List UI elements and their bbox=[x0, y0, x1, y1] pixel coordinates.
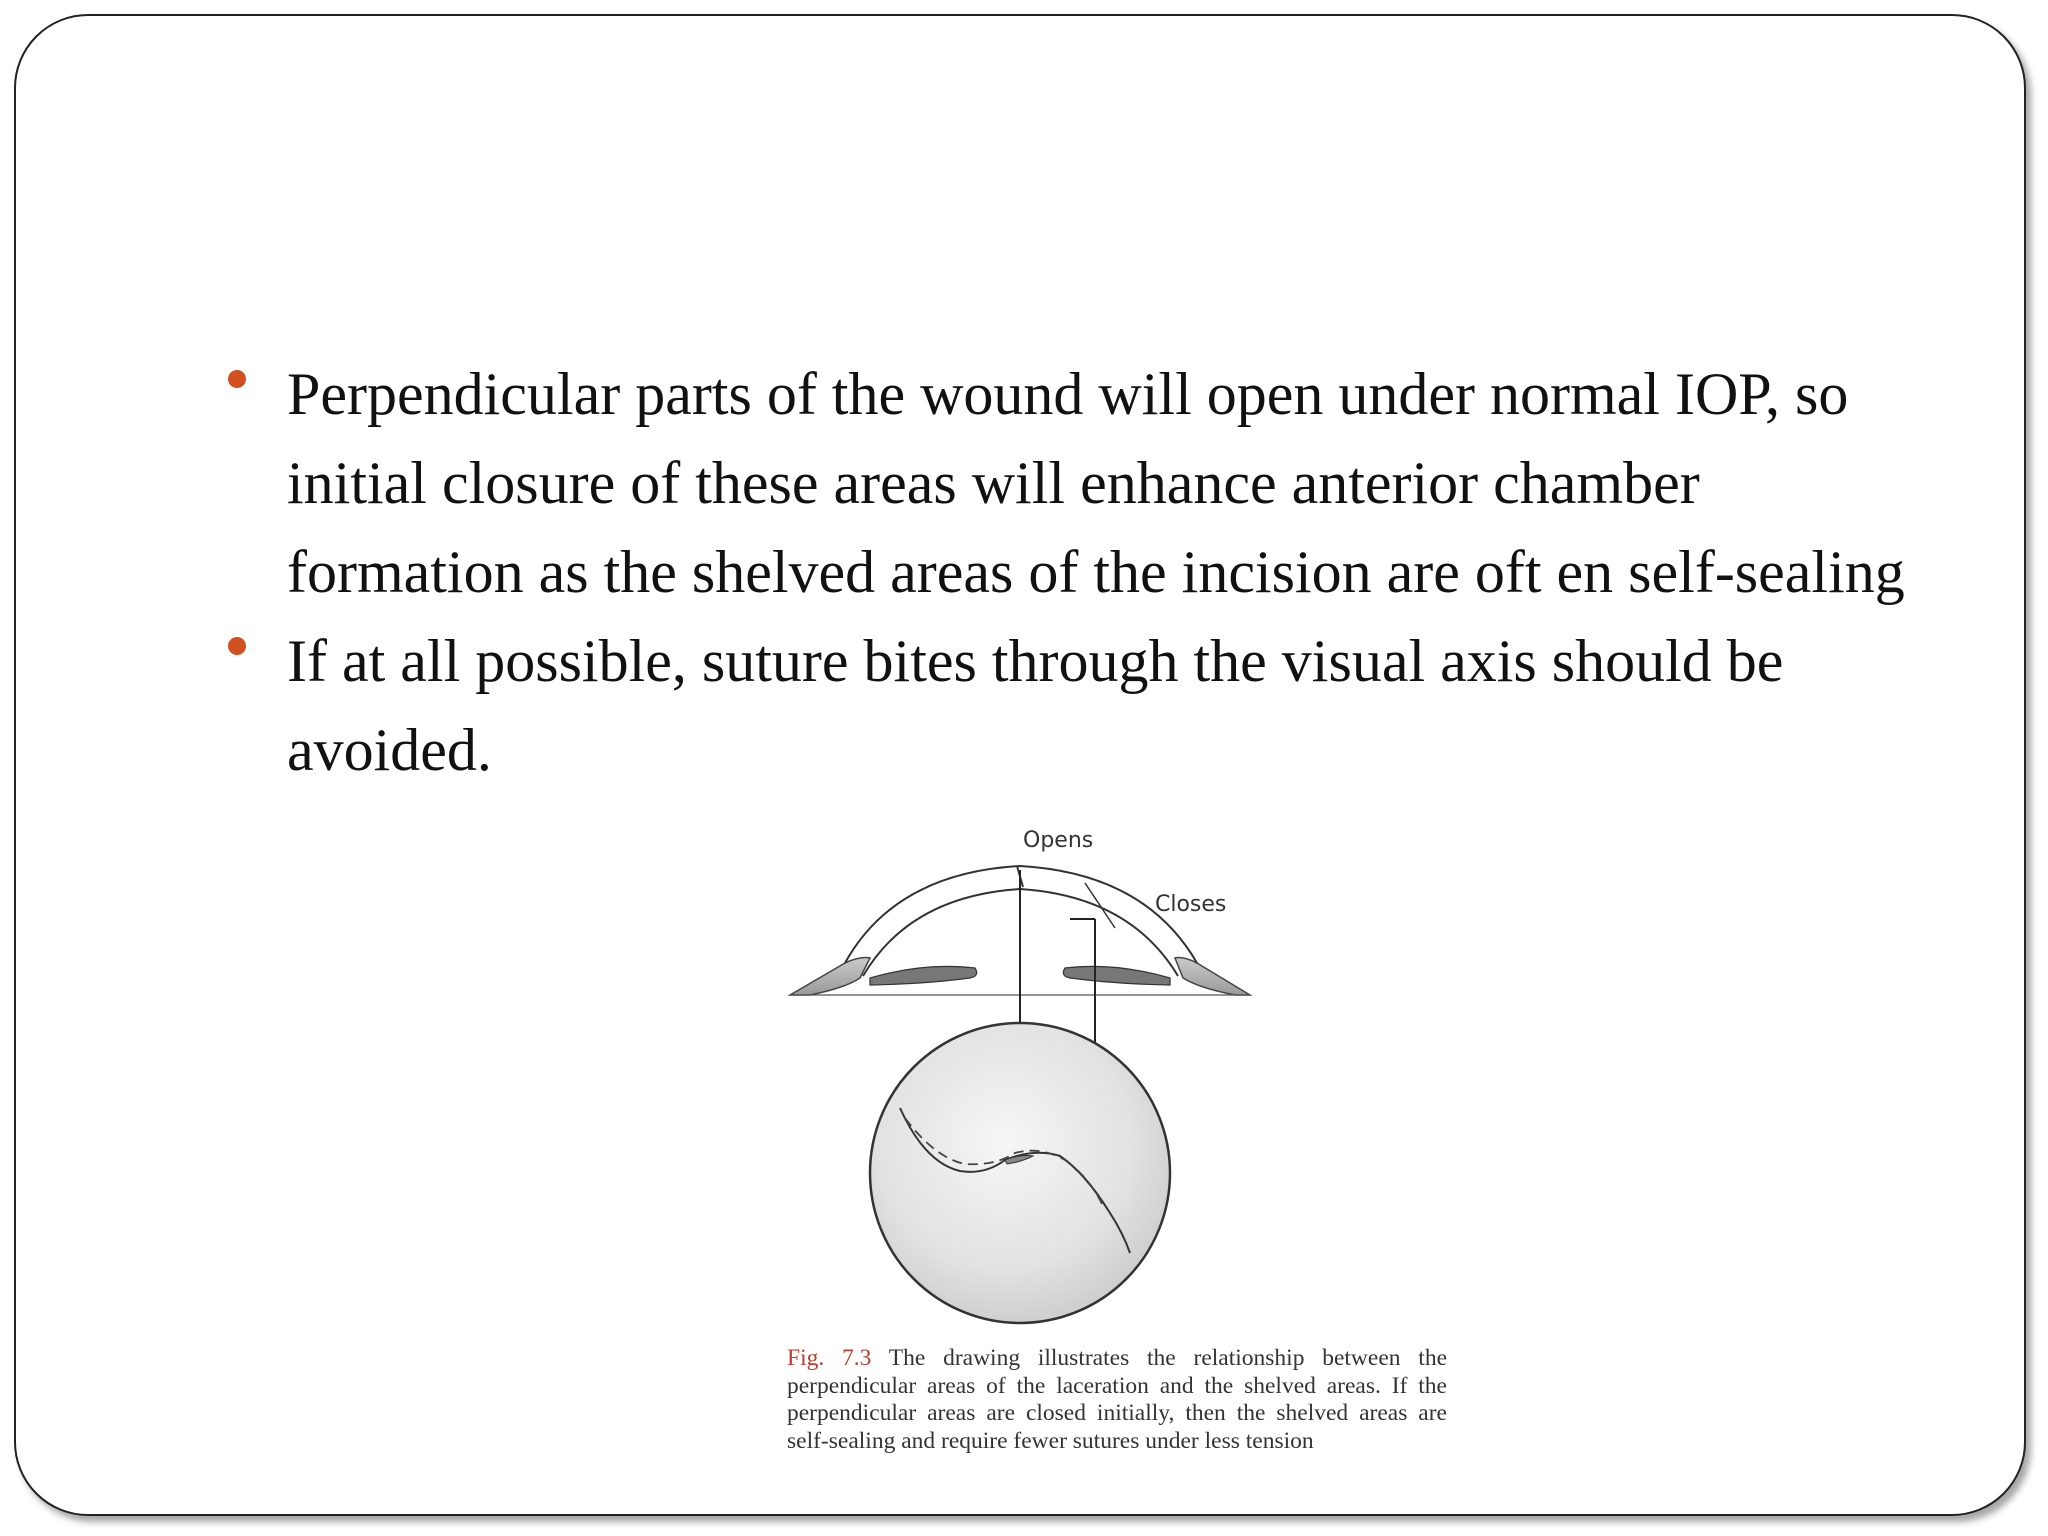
bullet-text: Perpendicular parts of the wound will open under normal IOP, so initial closure of these areas will enhance anterior chamber formation as the shelved areas of the incision are oft en self-sealing bbox=[287, 361, 1905, 605]
figure-caption bbox=[787, 1345, 1447, 1455]
caption-text: The drawing illustrates the relationship between the perpendicular areas of the laceration and the shelved areas. If the perpendicular areas are closed initially, then the shelved areas are self-sealing and require fewer sutures under less tension bbox=[787, 1345, 1447, 1454]
caption-number: Fig. 7.3 bbox=[787, 1345, 872, 1371]
bullet-dot-icon bbox=[228, 370, 246, 388]
bullet-dot-icon bbox=[228, 637, 246, 655]
label-closes: Closes bbox=[1155, 892, 1227, 917]
frontal-eye bbox=[870, 1023, 1170, 1323]
bullet-item bbox=[220, 350, 1940, 617]
bullet-item bbox=[220, 617, 1940, 795]
label-opens: Opens bbox=[1023, 828, 1094, 853]
eye-diagram bbox=[785, 828, 1465, 1348]
bullet-text: If at all possible, suture bites through the visual axis should be avoided. bbox=[287, 628, 1784, 783]
bullet-list bbox=[220, 350, 1940, 795]
